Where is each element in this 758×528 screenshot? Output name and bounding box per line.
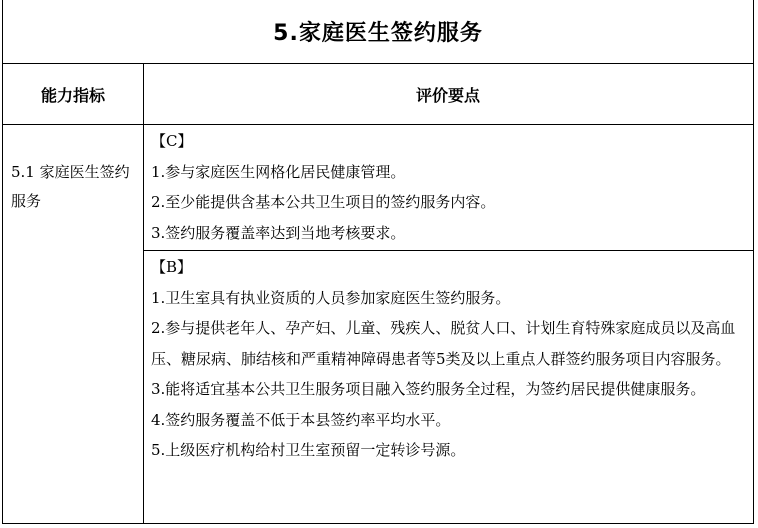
level-divider xyxy=(143,250,753,251)
title-row xyxy=(3,0,753,64)
level-c-label: 【C】 xyxy=(151,132,193,150)
column-divider xyxy=(143,64,144,524)
level-b-section xyxy=(151,252,747,466)
level-b-label: 【B】 xyxy=(151,258,193,276)
level-c-section xyxy=(151,126,747,248)
header-evaluation-points: 评价要点 xyxy=(415,85,480,105)
table-title: 5.家庭医生签约服务 xyxy=(273,21,483,46)
level-b-item: 1.卫生室具有执业资质的人员参加家庭医生签约服务。 xyxy=(151,288,511,307)
level-b-item: 3.能将适宜基本公共卫生服务项目融入签约服务全过程，为签约居民提供健康服务。 xyxy=(151,380,706,398)
level-c-item: 1.参与家庭医生网格化居民健康管理。 xyxy=(151,162,406,181)
level-b-item: 2.参与提供老年人、孕产妇、儿童、残疾人、脱贫人口、计划生育特殊家庭成员以及高血压、糖尿病、肺结核和严重精神障碍患者等5类及以上重点人群签约服务项目内容服务。 xyxy=(151,319,736,368)
evaluation-table xyxy=(2,0,754,524)
level-c-item: 2.至少能提供含基本公共卫生项目的签约服务内容。 xyxy=(151,193,496,211)
header-indicator: 能力指标 xyxy=(40,85,105,105)
level-b-item: 5.上级医疗机构给村卫生室预留一定转诊号源。 xyxy=(151,441,466,459)
header-row xyxy=(3,64,753,125)
level-b-item: 4.签约服务覆盖不低于本县签约率平均水平。 xyxy=(151,410,451,429)
level-c-item: 3.签约服务覆盖率达到当地考核要求。 xyxy=(151,223,406,242)
indicator-label: 5.1 家庭医生签约服务 xyxy=(11,163,130,210)
